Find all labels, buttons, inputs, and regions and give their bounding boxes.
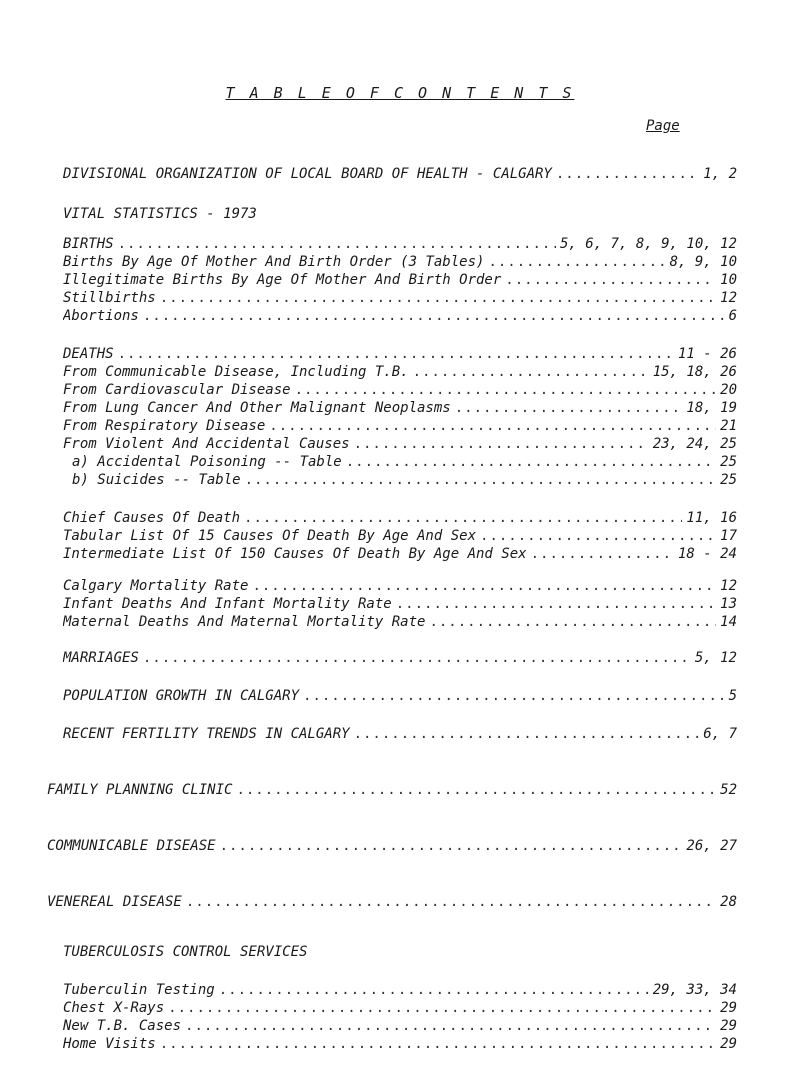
leader-dots (245, 472, 717, 488)
leader-dots (295, 382, 717, 398)
entry-label: FAMILY PLANNING CLINIC (47, 782, 233, 798)
toc-entry-chief-causes (63, 510, 737, 526)
entry-pages: 8, 9, 10 (669, 254, 737, 270)
toc-entry-population (63, 688, 737, 704)
entry-pages: 10 (720, 272, 737, 288)
toc-entry-cardiovascular (63, 382, 737, 398)
entry-label: Chief Causes Of Death (63, 510, 241, 526)
leader-dots (303, 688, 725, 704)
leader-dots (556, 166, 699, 182)
leader-dots (160, 1036, 716, 1052)
toc-entry-fertility (63, 726, 737, 742)
entry-pages: 5 (728, 688, 737, 704)
leader-dots (455, 400, 683, 416)
entry-pages: 23, 24, 25 (652, 436, 737, 452)
entry-label: b) Suicides -- Table (72, 472, 241, 488)
entry-label: MARRIAGES (63, 650, 139, 666)
entry-pages: 21 (720, 418, 737, 434)
toc-entry-mortality-rate (63, 578, 737, 594)
entry-label: New T.B. Cases (63, 1018, 182, 1034)
entry-label: From Communicable Disease, Including T.B. (63, 364, 409, 380)
leader-dots (354, 436, 649, 452)
toc-entry-maternal-deaths (63, 614, 737, 630)
entry-label: DEATHS (63, 346, 114, 362)
toc-entry-respiratory (63, 418, 737, 434)
entry-pages: 25 (720, 472, 737, 488)
entry-label: Births By Age Of Mother And Birth Order (3 Tables) (63, 254, 485, 270)
entry-pages: 15, 18, 26 (652, 364, 737, 380)
page-column-header: Page (646, 118, 680, 134)
toc-entry-lung-cancer (63, 400, 737, 416)
entry-pages: 29 (720, 1000, 737, 1016)
entry-label: Home Visits (63, 1036, 156, 1052)
toc-entry-births-by-age (63, 254, 737, 270)
entry-pages: 29 (720, 1036, 737, 1052)
entry-pages: 11 - 26 (677, 346, 737, 362)
entry-pages: 17 (720, 528, 737, 544)
toc-entry-divisional (63, 166, 737, 182)
entry-pages: 1, 2 (703, 166, 737, 182)
leader-dots (269, 418, 716, 434)
toc-entry-births (63, 236, 737, 252)
entry-label: Calgary Mortality Rate (63, 578, 249, 594)
toc-entry-chest-xrays (63, 1000, 737, 1016)
leader-dots (396, 596, 716, 612)
toc-entry-suicides (72, 472, 737, 488)
toc-entry-stillbirths (63, 290, 737, 306)
leader-dots (505, 272, 716, 288)
leader-dots (252, 578, 716, 594)
entry-pages: 6 (728, 308, 737, 324)
leader-dots (219, 982, 649, 998)
entry-pages: 5, 6, 7, 8, 9, 10, 12 (559, 236, 737, 252)
leader-dots (220, 838, 683, 854)
toc-entry-intermediate-150 (63, 546, 737, 562)
entry-pages: 18, 19 (686, 400, 737, 416)
entry-label: Illegitimate Births By Age Of Mother And Birth Order (63, 272, 502, 288)
entry-label: From Respiratory Disease (63, 418, 266, 434)
toc-entry-home-visits (63, 1036, 737, 1052)
entry-pages: 29, 33, 34 (652, 982, 737, 998)
entry-pages: 12 (720, 290, 737, 306)
leader-dots (186, 894, 716, 910)
entry-pages: 6, 7 (703, 726, 737, 742)
entry-label: BIRTHS (63, 236, 114, 252)
entry-label: Tuberculin Testing (63, 982, 215, 998)
leader-dots (429, 614, 716, 630)
entry-label: DIVISIONAL ORGANIZATION OF LOCAL BOARD OF HEALTH - CALGARY (63, 166, 552, 182)
toc-entry-infant-deaths (63, 596, 737, 612)
entry-label: VENEREAL DISEASE (47, 894, 182, 910)
leader-dots (185, 1018, 716, 1034)
entry-label: Intermediate List Of 150 Causes Of Death By Age And Sex (63, 546, 527, 562)
entry-pages: 14 (720, 614, 737, 630)
leader-dots (118, 346, 674, 362)
leader-dots (143, 308, 725, 324)
leader-dots (354, 726, 700, 742)
entry-pages: 13 (720, 596, 737, 612)
entry-label: COMMUNICABLE DISEASE (47, 838, 216, 854)
toc-entry-venereal-disease (47, 894, 737, 910)
toc-entry-deaths (63, 346, 737, 362)
entry-pages: 12 (720, 578, 737, 594)
leader-dots (488, 254, 665, 270)
leader-dots (244, 510, 682, 526)
toc-entry-communicable-tb (63, 364, 737, 380)
entry-label: From Cardiovascular Disease (63, 382, 291, 398)
entry-pages: 25 (720, 454, 737, 470)
entry-pages: 29 (720, 1018, 737, 1034)
tuberculosis-heading: TUBERCULOSIS CONTROL SERVICES (63, 944, 308, 960)
entry-pages: 26, 27 (686, 838, 737, 854)
leader-dots (168, 1000, 716, 1016)
entry-label: RECENT FERTILITY TRENDS IN CALGARY (63, 726, 350, 742)
document-title: T A B L E O F C O N T E N T S (225, 84, 575, 102)
toc-entry-marriages (63, 650, 737, 666)
entry-pages: 5, 12 (694, 650, 737, 666)
entry-pages: 28 (720, 894, 737, 910)
entry-label: From Lung Cancer And Other Malignant Neoplasms (63, 400, 451, 416)
leader-dots (531, 546, 674, 562)
vital-statistics-heading: VITAL STATISTICS - 1973 (63, 206, 257, 222)
leader-dots (236, 782, 716, 798)
leader-dots (413, 364, 649, 380)
entry-label: Infant Deaths And Infant Mortality Rate (63, 596, 392, 612)
entry-label: POPULATION GROWTH IN CALGARY (63, 688, 300, 704)
entry-label: Chest X-Rays (63, 1000, 165, 1016)
leader-dots (118, 236, 556, 252)
leader-dots (160, 290, 716, 306)
toc-entry-family-planning (47, 782, 737, 798)
leader-dots (480, 528, 716, 544)
entry-label: Abortions (63, 308, 139, 324)
entry-pages: 20 (720, 382, 737, 398)
toc-entry-poisoning (72, 454, 737, 470)
entry-label: Stillbirths (63, 290, 156, 306)
toc-entry-abortions (63, 308, 737, 324)
toc-entry-tuberculin (63, 982, 737, 998)
entry-pages: 11, 16 (686, 510, 737, 526)
entry-label: a) Accidental Poisoning -- Table (72, 454, 342, 470)
toc-entry-tabular-15 (63, 528, 737, 544)
toc-entry-violent (63, 436, 737, 452)
entry-label: From Violent And Accidental Causes (63, 436, 350, 452)
entry-pages: 18 - 24 (677, 546, 737, 562)
entry-label: Tabular List Of 15 Causes Of Death By Age And Sex (63, 528, 477, 544)
toc-entry-illegitimate (63, 272, 737, 288)
leader-dots (143, 650, 691, 666)
leader-dots (346, 454, 716, 470)
entry-label: Maternal Deaths And Maternal Mortality Rate (63, 614, 426, 630)
toc-entry-communicable-disease (47, 838, 737, 854)
entry-pages: 52 (720, 782, 737, 798)
toc-entry-new-tb (63, 1018, 737, 1034)
